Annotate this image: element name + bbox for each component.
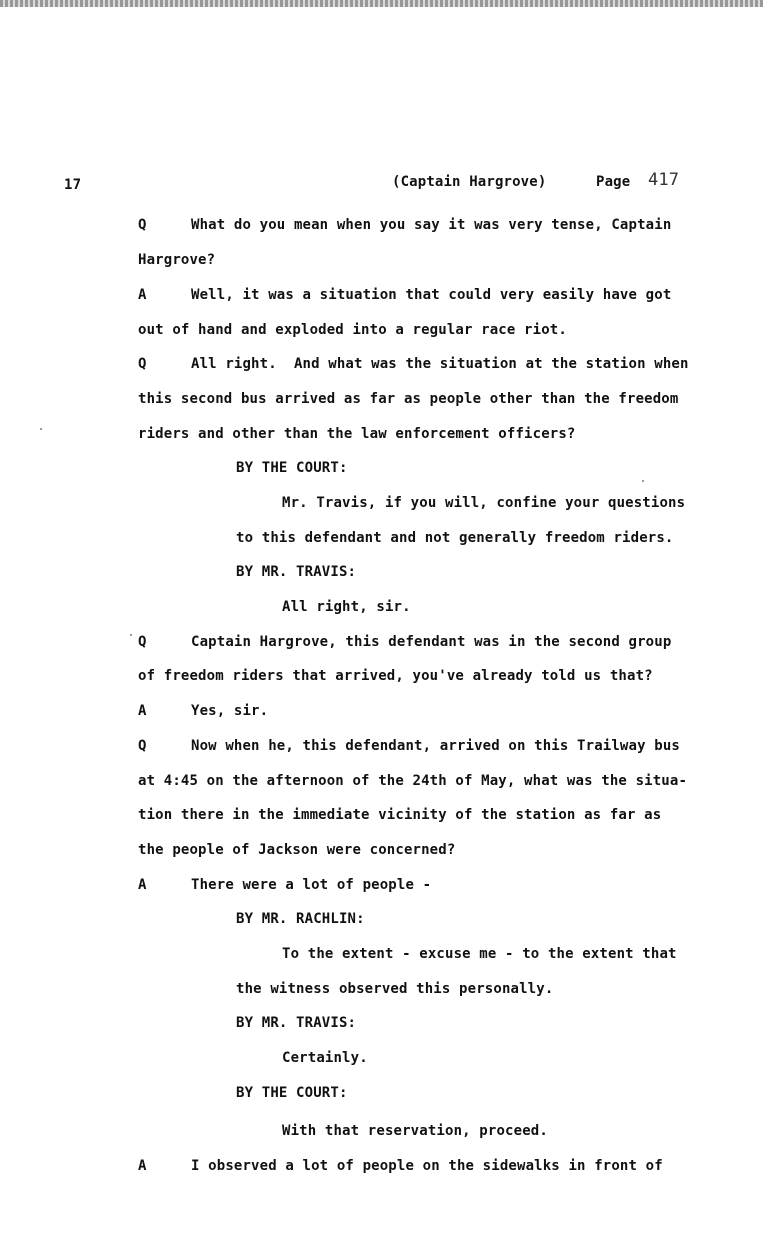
speaker-heading: [236, 1084, 348, 1102]
witness-label: (Captain Hargrove): [392, 174, 547, 190]
line-text: What do you mean when you say it was very tense, Captain: [191, 217, 672, 233]
speaker-heading: [236, 910, 365, 928]
line-text: BY MR. RACHLIN:: [236, 911, 365, 927]
line-text: Certainly.: [282, 1050, 368, 1066]
line-text: Yes, sir.: [191, 703, 269, 719]
scan-speck: [130, 634, 132, 636]
line-text: the people of Jackson were concerned?: [138, 842, 456, 858]
transcript-line: [282, 494, 685, 512]
line-prefix: Q: [138, 356, 147, 372]
line-text: Captain Hargrove, this defendant was in the second group: [191, 634, 672, 650]
transcript-line: [138, 425, 576, 443]
transcript-line: [282, 1049, 368, 1067]
transcript-line: [138, 737, 680, 755]
line-text: this second bus arrived as far as people other than the freedom: [138, 391, 679, 407]
line-prefix: Q: [138, 217, 147, 233]
transcript-line: [138, 841, 455, 859]
line-text: There were a lot of people -: [191, 877, 432, 893]
transcript-line: [138, 772, 687, 790]
line-text: out of hand and exploded into a regular race riot.: [138, 322, 567, 338]
line-text: at 4:45 on the afternoon of the 24th of May, what was the situa-: [138, 773, 688, 789]
transcript-line: [138, 251, 215, 269]
scan-speck: [642, 480, 644, 482]
transcript-line: [138, 876, 431, 894]
line-text: Mr. Travis, if you will, confine your questions: [282, 495, 686, 511]
transcript-line: [236, 980, 553, 998]
line-prefix: A: [138, 287, 147, 303]
line-text: Hargrove?: [138, 252, 216, 268]
line-text: Well, it was a situation that could very easily have got: [191, 287, 672, 303]
transcript-line: [236, 529, 674, 547]
line-text: to this defendant and not generally freedom riders.: [236, 530, 674, 546]
transcript-line: [138, 321, 567, 339]
line-text: tion there in the immediate vicinity of the station as far as: [138, 807, 662, 823]
speaker-heading: [236, 563, 356, 581]
transcript-line: [138, 702, 268, 720]
transcript-line: [282, 945, 677, 963]
speaker-heading: [236, 1014, 356, 1032]
line-text: All right. And what was the situation at the station when: [191, 356, 689, 372]
line-text: All right, sir.: [282, 599, 411, 615]
page-number: 417: [648, 170, 680, 190]
transcript-line: [282, 1122, 548, 1140]
line-prefix: A: [138, 877, 147, 893]
transcript-line: [138, 390, 678, 408]
scan-speck: [40, 428, 42, 430]
line-text: the witness observed this personally.: [236, 981, 554, 997]
transcript-line: [138, 286, 671, 304]
line-prefix: Q: [138, 634, 147, 650]
line-prefix: A: [138, 1158, 147, 1174]
line-text: of freedom riders that arrived, you've already told us that?: [138, 668, 653, 684]
transcript-line: [138, 667, 653, 685]
line-prefix: Q: [138, 738, 147, 754]
transcript-line: [138, 633, 671, 651]
line-text: BY MR. TRAVIS:: [236, 564, 357, 580]
line-text: Now when he, this defendant, arrived on this Trailway bus: [191, 738, 680, 754]
line-text: With that reservation, proceed.: [282, 1123, 548, 1139]
line-text: I observed a lot of people on the sidewalks in front of: [191, 1158, 663, 1174]
line-text: BY THE COURT:: [236, 1085, 348, 1101]
line-text: riders and other than the law enforcement officers?: [138, 426, 576, 442]
transcript-line: [138, 355, 689, 373]
scan-edge-artifact: [0, 0, 763, 7]
line-number: 17: [64, 177, 82, 193]
page-label: Page: [596, 174, 631, 190]
line-prefix: A: [138, 703, 147, 719]
line-text: To the extent - excuse me - to the extent that: [282, 946, 677, 962]
line-text: BY MR. TRAVIS:: [236, 1015, 357, 1031]
line-text: BY THE COURT:: [236, 460, 348, 476]
transcript-line: [138, 216, 671, 234]
transcript-line: [138, 806, 661, 824]
speaker-heading: [236, 459, 348, 477]
transcript-line: [282, 598, 411, 616]
transcript-line: [138, 1157, 663, 1175]
